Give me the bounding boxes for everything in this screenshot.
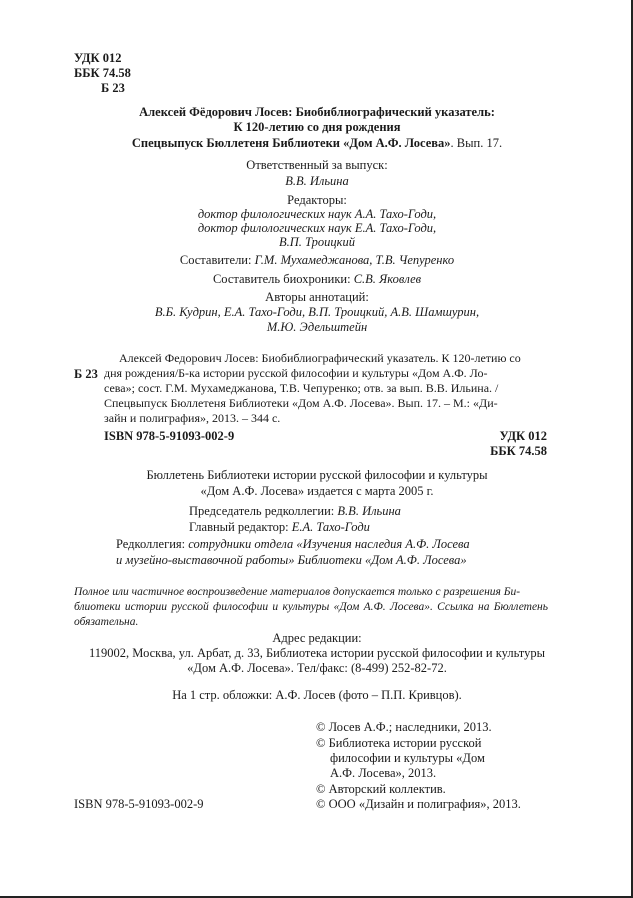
- address-line-2: «Дом А.Ф. Лосева». Тел/факс: (8-499) 252-82-72.: [187, 661, 447, 675]
- catalog-line-1: Алексей Федорович Лосев: Биобиблиографический указатель. К 120-летию со: [119, 351, 521, 365]
- title-line-3: [80, 136, 554, 151]
- chair-name: В.В. Ильина: [337, 504, 401, 518]
- board-line-1: [116, 537, 470, 552]
- catalog-isbn: ISBN 978-5-91093-002-9: [104, 429, 235, 443]
- udk-code: УДК 012: [74, 51, 122, 65]
- copyright-library-1: © Библиотека истории русской: [316, 736, 482, 750]
- chair-line: [189, 504, 401, 519]
- editors-label: Редакторы:: [287, 193, 347, 207]
- footer-isbn: ISBN 978-5-91093-002-9: [74, 797, 204, 811]
- title-line-2: К 120-летию со дня рождения: [233, 120, 401, 134]
- catalog-line-3: сева»; сост. Г.М. Мухамеджанова, Т.В. Чепуренко; отв. за вып. В.В. Ильина. /: [104, 381, 499, 395]
- board-text-1: сотрудники отдела «Изучения наследия А.Ф. Лосева: [188, 537, 470, 551]
- catalog-mark: Б 23: [74, 367, 98, 381]
- compilers-line: [80, 253, 554, 268]
- annotations-label: Авторы аннотаций:: [265, 290, 369, 304]
- catalog-line-5: зайн и полиграфия», 2013. – 344 с.: [104, 411, 281, 425]
- issue-number: . Вып. 17.: [450, 136, 503, 150]
- chief-editor-line: [189, 520, 370, 535]
- notice-line-2: блиотеки истории русской философии и культуры «Дом А.Ф. Лосева». Ссылка на Бюллетень обязательна.: [74, 601, 548, 628]
- compilers-label: Составители:: [179, 253, 255, 267]
- biochron-line: [80, 272, 554, 287]
- board-text-2: и музейно-выставочной работы» Библиотеки «Дом А.Ф. Лосева»: [116, 553, 467, 567]
- bulletin-line-1: Бюллетень Библиотеки истории русской философии и культуры: [146, 468, 488, 482]
- cover-note: На 1 стр. обложки: А.Ф. Лосев (фото – П.П. Кривцов).: [172, 688, 462, 702]
- responsible-label: Ответственный за выпуск:: [246, 158, 388, 172]
- catalog-bbk: ББК 74.58: [490, 444, 547, 458]
- chief-editor-label: Главный редактор:: [189, 520, 292, 534]
- series-title: Спецвыпуск Бюллетеня Библиотеки «Дом А.Ф. Лосева»: [131, 136, 451, 150]
- notice-line-1: Полное или частичное воспроизведение материалов допускается только с разрешения Би-: [74, 586, 521, 598]
- editor-2: доктор филологических наук Е.А. Тахо-Годи,: [197, 221, 437, 235]
- catalog-line-2: дня рождения/Б-ка истории русской философии и культуры «Дом А.Ф. Ло-: [104, 366, 488, 380]
- catalog-udk: УДК 012: [499, 429, 547, 443]
- responsible-name: В.В. Ильина: [285, 174, 349, 188]
- copyright-publisher: © ООО «Дизайн и полиграфия», 2013.: [316, 797, 521, 811]
- catalog-line-4: Спецвыпуск Бюллетеня Библиотеки «Дом А.Ф. Лосева». Вып. 17. – М.: «Ди-: [104, 396, 498, 410]
- chair-label: Председатель редколлегии:: [189, 504, 338, 518]
- title-line-1: Алексей Фёдорович Лосев: Биобиблиографический указатель:: [139, 105, 495, 119]
- biochron-label: Составитель биохроники:: [212, 272, 354, 286]
- compilers-names: Г.М. Мухамеджанова, Т.В. Чепуренко: [254, 253, 455, 267]
- copyright-library-2: философии и культуры «Дом: [330, 751, 485, 765]
- annotations-line-2: М.Ю. Эдельштейн: [266, 320, 368, 334]
- bulletin-line-2: «Дом А.Ф. Лосева» издается с марта 2005 г.: [200, 484, 434, 498]
- biochron-name: С.В. Яковлев: [353, 272, 422, 286]
- bbk-code: ББК 74.58: [74, 66, 131, 80]
- author-mark: Б 23: [101, 81, 125, 95]
- editor-1: доктор филологических наук А.А. Тахо-Годи,: [197, 207, 437, 221]
- address-label: Адрес редакции:: [272, 631, 362, 645]
- chief-editor-name: Е.А. Тахо-Годи: [291, 520, 370, 534]
- copyright-author: © Лосев А.Ф.; наследники, 2013.: [316, 720, 492, 734]
- copyright-authors-team: © Авторский коллектив.: [316, 782, 446, 796]
- address-line-1: 119002, Москва, ул. Арбат, д. 33, Библиотека истории русской философии и культуры: [88, 646, 546, 660]
- annotations-line-1: В.Б. Кудрин, Е.А. Тахо-Годи, В.П. Троицкий, А.В. Шамшурин,: [154, 305, 480, 319]
- board-label: Редколлегия:: [116, 537, 189, 551]
- editor-3: В.П. Троицкий: [278, 235, 356, 249]
- copyright-library-3: А.Ф. Лосева», 2013.: [330, 766, 437, 780]
